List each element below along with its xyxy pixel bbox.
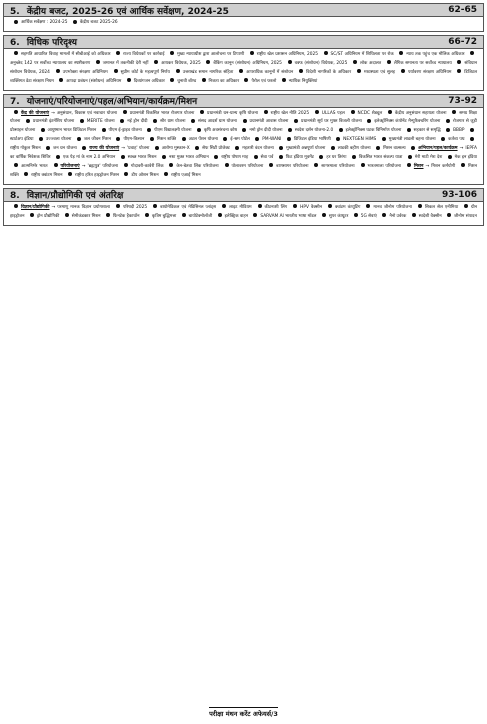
bullet-icon bbox=[200, 110, 204, 114]
bullet-icon bbox=[121, 155, 125, 159]
list-item: SARVAM AI भारतीय भाषा मॉडल bbox=[260, 213, 317, 219]
section-title: विधिक परिदृश्य bbox=[26, 38, 78, 49]
list-item: BBBP bbox=[453, 128, 465, 134]
bullet-icon bbox=[24, 172, 28, 176]
bullet-icon bbox=[264, 110, 268, 114]
list-item: ई-श्रम पोर्टल bbox=[230, 137, 250, 143]
list-item: उत्तराखंड समान नागरिक संहिता bbox=[182, 69, 234, 75]
section-heading bbox=[10, 188, 123, 201]
bullet-icon bbox=[331, 146, 335, 150]
list-item: स्वदेश दर्शन योजना-2.0 bbox=[294, 128, 334, 134]
bullet-icon bbox=[339, 128, 343, 132]
bullet-icon bbox=[239, 69, 243, 73]
section-body bbox=[3, 202, 484, 226]
bullet-icon bbox=[202, 78, 206, 82]
bullet-icon bbox=[294, 119, 298, 123]
bullet-icon bbox=[222, 204, 226, 208]
section-heading bbox=[10, 35, 77, 48]
list-item: इलेक्ट्रॉनिक्स कंपोनेंट मैन्युफैक्चरिंग योजना bbox=[374, 119, 441, 125]
list-item: सुप्रीम कोर्ट के महत्वपूर्ण निर्णय bbox=[120, 69, 170, 75]
list-item: मिशन शक्ति bbox=[10, 163, 477, 178]
list-item: फिनटेक हैकाथॉन bbox=[112, 213, 140, 219]
list-item: लाडकी बहीण योजना bbox=[337, 146, 371, 152]
bullet-icon bbox=[382, 137, 386, 141]
bullet-icon bbox=[195, 146, 199, 150]
list-item: प्रधानमंत्री आवास योजना bbox=[249, 119, 289, 125]
list-item: कर्तव्य पथ bbox=[448, 137, 465, 143]
list-item: ULLAS पहल bbox=[321, 110, 345, 116]
list-item: न्यायिक नियुक्तियां bbox=[288, 78, 318, 84]
bullet-icon bbox=[407, 128, 411, 132]
list-item: मुख्य न्यायाधीश द्वारा आलोचना पर टिप्पणी bbox=[177, 51, 245, 57]
bullet-icon bbox=[82, 146, 86, 150]
list-item: राज्य विधेयकों पर कार्रवाई bbox=[123, 51, 165, 57]
list-item: निजता का अधिकार bbox=[208, 78, 240, 84]
list-item: ड्रोन प्रौद्योगिकी bbox=[36, 213, 60, 219]
section-pages: 66-72 bbox=[448, 36, 477, 47]
bullet-icon bbox=[457, 60, 461, 64]
bullet-icon bbox=[328, 204, 332, 208]
list-item: गोदावरी-कावेरी लिंक bbox=[130, 163, 164, 169]
bullet-icon bbox=[376, 146, 380, 150]
section-7 bbox=[3, 94, 484, 185]
list-item: हर घर तिरंगा bbox=[326, 155, 347, 161]
group-label: विज्ञान/प्रौद्योगिकी bbox=[21, 204, 50, 210]
bullet-icon bbox=[452, 110, 456, 114]
bullet-icon bbox=[399, 51, 403, 55]
section-header bbox=[3, 94, 484, 108]
list-item: कृषि अवसंरचना कोष bbox=[203, 128, 238, 134]
bullet-icon bbox=[56, 69, 60, 73]
arrow-right-icon: → bbox=[425, 163, 430, 169]
list-item: स्टार्टअप इंडिया bbox=[10, 137, 34, 143]
list-item: दिव्यांगजन अधिकार bbox=[133, 78, 165, 84]
list-item: मिशन वात्सल्य bbox=[383, 146, 406, 152]
bullet-icon bbox=[446, 128, 450, 132]
arrow-right-icon: → bbox=[459, 146, 464, 152]
list-item: महतारी वंदन योजना bbox=[242, 146, 274, 152]
list-item: मुख्यमंत्री लाडली बहना योजना bbox=[388, 137, 436, 143]
list-item: प्रधानमंत्री सूर्य घर मुफ्त बिजली योजना bbox=[301, 119, 362, 125]
list-item: प्रधानमंत्री विकसित भारत रोजगार योजना bbox=[129, 110, 195, 116]
bullet-icon bbox=[288, 128, 292, 132]
list-item: सेफ सिटी प्रोजेक्ट bbox=[202, 146, 230, 152]
bullet-icon bbox=[255, 137, 259, 141]
bullet-icon bbox=[244, 78, 248, 82]
bullet-icon bbox=[182, 137, 186, 141]
bullet-icon bbox=[351, 110, 355, 114]
section-header bbox=[3, 188, 484, 202]
list-item: पर्यावरण संरक्षण अधिनियम bbox=[407, 69, 452, 75]
list-item: विकसित भारत संकल्प यात्रा bbox=[358, 155, 403, 161]
page-footer bbox=[0, 709, 487, 718]
section-title: विज्ञान/प्रौद्योगिकी एवं अंतरिक्ष bbox=[26, 191, 124, 202]
list-item: वक्फ (संशोधन) विधेयक, 2025 bbox=[294, 60, 348, 66]
list-item: बैंकिंग कानून (संशोधन) अधिनियम, 2025 bbox=[213, 60, 282, 66]
arrow-right-icon: → bbox=[81, 163, 86, 169]
section-pages: 93-106 bbox=[441, 189, 477, 200]
bullet-icon bbox=[80, 119, 84, 123]
bullet-icon bbox=[322, 213, 326, 217]
section-number: 8. bbox=[10, 191, 20, 202]
list-item: सेमीकंडक्टर मिशन bbox=[71, 213, 101, 219]
bullet-icon bbox=[388, 110, 392, 114]
list-item: कृत्रिम बुद्धिमत्ता bbox=[151, 213, 177, 219]
bullet-icon bbox=[287, 137, 291, 141]
bullet-icon bbox=[155, 146, 159, 150]
section-body bbox=[3, 17, 484, 32]
bullet-icon bbox=[41, 128, 45, 132]
list-item: राष्ट्रीय पोषण माह bbox=[221, 155, 249, 161]
list-item: उज्ज्वला योजना bbox=[45, 137, 72, 143]
bullet-icon bbox=[324, 51, 328, 55]
bullet-icon bbox=[197, 128, 201, 132]
bullet-icon bbox=[242, 128, 246, 132]
bullet-icon bbox=[441, 137, 445, 141]
bullet-icon bbox=[253, 213, 257, 217]
list-item: डीप ओशन मिशन bbox=[131, 172, 159, 178]
bullet-icon bbox=[412, 213, 416, 217]
section-pages: 62-65 bbox=[448, 5, 477, 15]
list-item: सहकार से समृद्धि bbox=[413, 128, 441, 134]
bullet-icon bbox=[170, 51, 174, 55]
bullet-icon bbox=[120, 119, 124, 123]
bullet-icon bbox=[123, 110, 127, 114]
list-item: डिजिटल इंडिया भाषिणी bbox=[293, 137, 331, 143]
bullet-icon bbox=[116, 204, 120, 208]
bullet-icon bbox=[169, 163, 173, 167]
bullet-icon bbox=[461, 163, 465, 167]
bullet-icon bbox=[367, 119, 371, 123]
list-item: भारतमाला परियोजना bbox=[367, 163, 402, 169]
list-item: राष्ट्रीय खेल नीति 2025 bbox=[270, 110, 310, 116]
list-item: राष्ट्रीय एआई मिशन bbox=[171, 172, 201, 178]
bullet-icon bbox=[116, 51, 120, 55]
bullet-icon bbox=[470, 137, 474, 141]
section-body bbox=[3, 49, 484, 91]
list-item: राष्ट्रीय खेल प्रशासन अधिनियम, 2025 bbox=[256, 51, 318, 57]
list-item: परमाणु मानक विज्ञान प्रयोगशाला bbox=[57, 204, 110, 210]
section-6 bbox=[3, 35, 484, 91]
bullet-icon bbox=[218, 213, 222, 217]
bullet-icon bbox=[366, 204, 370, 208]
list-item: आपदा प्रबंधन (संशोधन) अधिनियम bbox=[66, 78, 122, 84]
bullet-icon bbox=[258, 204, 262, 208]
bullet-icon bbox=[401, 69, 405, 73]
list-item: लैंगिक समानता पर सर्वोच्च न्यायालय bbox=[393, 60, 452, 66]
list-item: विदेशी नागरिकों के अधिकार bbox=[306, 69, 352, 75]
bullet-icon bbox=[124, 172, 128, 176]
list-item: ग्रीन हाइड्रोजन bbox=[10, 204, 478, 219]
bullet-icon bbox=[206, 60, 210, 64]
list-item: लाइट मीडियम bbox=[229, 204, 252, 210]
bullet-icon bbox=[269, 163, 273, 167]
bullet-icon bbox=[457, 69, 461, 73]
list-item: नई ड्रोन दीदी bbox=[127, 119, 148, 125]
list-item: अनुसंधान, विकास एवं नवाचार योजना bbox=[56, 110, 118, 116]
bullet-icon bbox=[464, 204, 468, 208]
section-title: योजनाएं/परियोजनाएं/पहल/अभियान/कार्यक्रम/मिशन bbox=[26, 97, 198, 108]
bullet-icon bbox=[116, 137, 120, 141]
list-item: पीएम विद्यालक्ष्मी योजना bbox=[154, 128, 192, 134]
section-8 bbox=[3, 188, 484, 226]
bullet-icon bbox=[14, 110, 18, 114]
section-body bbox=[3, 108, 484, 185]
list-item: मिशन शक्ति bbox=[156, 137, 177, 143]
bullet-icon bbox=[214, 155, 218, 159]
bullet-icon bbox=[170, 78, 174, 82]
bullet-icon bbox=[319, 155, 323, 159]
list-item: इलेक्ट्रॉनिक्स घटक विनिर्माण योजना bbox=[345, 128, 402, 134]
bullet-icon bbox=[73, 20, 77, 24]
bullet-icon bbox=[14, 204, 18, 208]
bullet-icon bbox=[288, 60, 292, 64]
list-item: अनुच्छेद 142 पर सर्वोच्च न्यायालय का स्पष्टीकरण bbox=[10, 60, 91, 66]
bullet-icon bbox=[147, 128, 151, 132]
bullet-icon bbox=[361, 163, 365, 167]
bullet-icon bbox=[470, 128, 474, 132]
section-heading bbox=[10, 4, 229, 17]
list-item: आपराधिक कानूनों में संशोधन bbox=[246, 69, 294, 75]
list-item: क्वांटम कंप्यूटिंग bbox=[335, 204, 361, 210]
list-item: NCDC शेड्यूल bbox=[357, 110, 383, 116]
list-item: मेक इन इंडिया bbox=[454, 155, 477, 161]
section-header bbox=[3, 35, 484, 49]
list-item: न्याय तक पहुंच एक मौलिक अधिकार bbox=[406, 51, 465, 57]
bullet-icon bbox=[407, 163, 411, 167]
bullet-icon bbox=[408, 155, 412, 159]
bullet-icon bbox=[176, 69, 180, 73]
section-number: 6. bbox=[10, 38, 20, 49]
bullet-icon bbox=[254, 155, 258, 159]
list-item: आरोग्य मुस्कान-X bbox=[161, 146, 190, 152]
bullet-icon bbox=[153, 204, 157, 208]
bullet-icon bbox=[250, 51, 254, 55]
list-item: इलेक्ट्रिक वाहन bbox=[224, 213, 249, 219]
bullet-icon bbox=[46, 146, 50, 150]
bullet-icon bbox=[357, 69, 361, 73]
list-item: आयकर विधेयक, 2025 bbox=[161, 60, 201, 66]
bullet-icon bbox=[54, 163, 58, 167]
list-item: IEPFA का वार्षिक निवेशक शिविर bbox=[10, 146, 477, 161]
group-label: राज्य की योजनाएं bbox=[89, 146, 120, 152]
list-item: जीनोम संपादन bbox=[453, 213, 477, 219]
list-item: मुख्यमंत्री अन्नपूर्णा योजना bbox=[286, 146, 326, 152]
list-item: अटल पेंशन योजना bbox=[188, 137, 218, 143]
bullet-icon bbox=[382, 213, 386, 217]
list-item: 'ब्रह्मपुत्र' परियोजना bbox=[87, 163, 119, 169]
arrow-right-icon: → bbox=[51, 110, 55, 116]
list-item: सेवा पर्व bbox=[260, 155, 274, 161]
list-item: बायोटेक्नोलॉजी bbox=[188, 213, 213, 219]
list-item: आयुष्मान भारत डिजिटल मिशन bbox=[47, 128, 97, 134]
list-item: सागरमाला परियोजना bbox=[321, 163, 355, 169]
bullet-icon bbox=[68, 172, 72, 176]
list-item: पीएम-किसान bbox=[123, 137, 145, 143]
list-item: नशा मुक्त भारत अभियान bbox=[168, 155, 209, 161]
list-item: राष्ट्रीय हरित हाइड्रोजन मिशन bbox=[74, 172, 120, 178]
list-item: आर्थिक सर्वेक्षण : 2024-25 bbox=[21, 20, 68, 25]
bullet-icon bbox=[14, 20, 18, 24]
list-item: मिशन कर्मयोगी bbox=[431, 163, 456, 169]
bullet-icon bbox=[448, 155, 452, 159]
bullet-icon bbox=[102, 128, 106, 132]
list-item: बाणसागर परियोजना bbox=[276, 163, 309, 169]
list-item: प्रधानमंत्री इंटर्नशिप योजना bbox=[32, 119, 75, 125]
bullet-icon bbox=[293, 204, 297, 208]
section-5 bbox=[3, 3, 484, 32]
group-label: केंद्र की योजनाएं bbox=[21, 110, 50, 116]
list-item: परिषदी 2025 bbox=[122, 204, 148, 210]
section-title: केंद्रीय बजट, 2025-26 एवं आर्थिक सर्वेक्षण, 2024-25 bbox=[26, 6, 229, 17]
bullet-icon bbox=[26, 119, 30, 123]
list-item: समग्र शिक्षा योजना bbox=[10, 110, 477, 125]
list-item: मेरी माटी मेरा देश bbox=[414, 155, 443, 161]
group-label: परियोजनाएं bbox=[60, 163, 80, 169]
bullet-icon bbox=[162, 155, 166, 159]
list-item: संविधान संशोधन विधेयक, 2024 bbox=[10, 60, 477, 75]
bullet-icon bbox=[65, 213, 69, 217]
list-item: राष्ट्रीय क्वांटम मिशन bbox=[31, 172, 63, 178]
list-item: चुनावी बॉण्ड bbox=[177, 78, 197, 84]
footer-text: परीक्षा मंथन करेंट अफेयर्स/3 bbox=[209, 707, 278, 718]
section-number: 7. bbox=[10, 97, 20, 108]
bullet-icon bbox=[352, 155, 356, 159]
bullet-icon bbox=[225, 163, 229, 167]
list-item: पीएम ई-ड्राइव योजना bbox=[108, 128, 142, 134]
list-item: HPV वैक्सीन bbox=[300, 204, 322, 210]
bullet-icon bbox=[282, 78, 286, 82]
list-item: आत्मनिर्भर भारत bbox=[21, 163, 48, 169]
list-item: डिजिटल व्यक्तिगत डेटा संरक्षण नियम bbox=[10, 69, 478, 84]
section-header bbox=[3, 3, 484, 17]
list-item: सिकल सेल एनीमिया bbox=[424, 204, 459, 210]
bullet-icon bbox=[191, 119, 195, 123]
bullet-icon bbox=[315, 110, 319, 114]
list-item: बायोमेडिकल एवं मेडिसिनल प्लांट्स bbox=[160, 204, 217, 210]
list-item: जमानत में तकनीकी देरी नहीं bbox=[102, 60, 149, 66]
list-item: NEXTGEN HIMS bbox=[343, 137, 377, 143]
bullet-icon bbox=[243, 119, 247, 123]
bullet-icon bbox=[39, 137, 43, 141]
list-item: प्रधानमंत्री धन-धान्य कृषि योजना bbox=[207, 110, 258, 116]
bullet-icon bbox=[164, 172, 168, 176]
arrow-right-icon: → bbox=[121, 146, 125, 152]
list-item: 'प्रवाह' योजना bbox=[126, 146, 150, 152]
bullet-icon bbox=[279, 146, 283, 150]
list-item: सुपर कंप्यूटर bbox=[328, 213, 349, 219]
section-pages: 73-92 bbox=[448, 95, 477, 106]
list-item: संसद आदर्श ग्राम योजना bbox=[198, 119, 237, 125]
bullet-icon bbox=[59, 78, 63, 82]
bullet-icon bbox=[14, 51, 18, 55]
list-item: सहमति आधारित विवाह मामलों में सीबीआई को अधिकार bbox=[21, 51, 111, 57]
list-item: नैनो उर्वरक bbox=[389, 213, 407, 219]
bullet-icon bbox=[145, 213, 149, 217]
arrow-right-icon: → bbox=[51, 204, 56, 210]
group-label: मिशन bbox=[413, 163, 424, 169]
group-label: अभियान/पहल/कार्यक्रम bbox=[418, 146, 458, 152]
bullet-icon bbox=[127, 78, 131, 82]
list-item: जल जीवन मिशन bbox=[83, 137, 111, 143]
bullet-icon bbox=[114, 69, 118, 73]
list-item: नमो ड्रोन दीदी योजना bbox=[249, 128, 283, 134]
list-item: SC/ST अधिनियम में शिथिलता पर रोक bbox=[330, 51, 394, 57]
bullet-icon bbox=[182, 213, 186, 217]
list-item: केंद्रीय अनुसंधान सहायता योजना bbox=[394, 110, 447, 116]
bullet-icon bbox=[279, 155, 283, 159]
list-item: उपभोक्ता संरक्षण अधिनियम bbox=[62, 69, 108, 75]
section-heading bbox=[10, 94, 197, 107]
list-item: MERITE योजना bbox=[86, 119, 115, 125]
bullet-icon bbox=[124, 163, 128, 167]
bullet-icon bbox=[96, 60, 100, 64]
list-item: पोलावरम परियोजना bbox=[231, 163, 264, 169]
list-item: PM-WANI bbox=[262, 137, 282, 143]
bullet-icon bbox=[153, 119, 157, 123]
bullet-icon bbox=[14, 163, 18, 167]
list-item: केंद्रीय बजट 2025-26 bbox=[79, 20, 118, 25]
bullet-icon bbox=[353, 60, 357, 64]
bullet-icon bbox=[387, 60, 391, 64]
list-item: 5G सेवाएं bbox=[360, 213, 377, 219]
bullet-icon bbox=[470, 51, 474, 55]
list-item: राष्ट्रीय गोकुल मिशन bbox=[10, 146, 41, 152]
list-item: सौर ग्राम योजना bbox=[160, 119, 186, 125]
bullet-icon bbox=[154, 60, 158, 64]
bullet-icon bbox=[314, 163, 318, 167]
list-item: जन धन योजना bbox=[53, 146, 77, 152]
bullet-icon bbox=[336, 137, 340, 141]
bullet-icon bbox=[150, 137, 154, 141]
bullet-icon bbox=[354, 213, 358, 217]
list-item: पैरोल एवं फरलो bbox=[251, 78, 277, 84]
list-item: स्वच्छ भारत मिशन bbox=[127, 155, 157, 161]
bullet-icon bbox=[223, 137, 227, 141]
bullet-icon bbox=[447, 213, 451, 217]
bullet-icon bbox=[446, 119, 450, 123]
list-item: लोक अदालत bbox=[360, 60, 382, 66]
list-item: रोजगार से जुड़ी प्रोत्साहन योजना bbox=[10, 119, 477, 134]
list-item: कीटनाशी लिंग bbox=[264, 204, 288, 210]
section-number: 5. bbox=[10, 6, 20, 17]
bullet-icon bbox=[56, 155, 60, 159]
list-item: फिट इंडिया मूवमेंट bbox=[285, 155, 314, 161]
list-item: केन-बेतवा लिंक परियोजना bbox=[176, 163, 219, 169]
list-item: मध्यस्थता एवं सुलह bbox=[363, 69, 396, 75]
list-item: एक पेड़ मां के नाम 2.0 अभियान bbox=[62, 155, 116, 161]
bullet-icon bbox=[418, 204, 422, 208]
bullet-icon bbox=[77, 137, 81, 141]
bullet-icon bbox=[299, 69, 303, 73]
bullet-icon bbox=[411, 146, 415, 150]
bullet-icon bbox=[106, 213, 110, 217]
bullet-icon bbox=[30, 213, 34, 217]
list-item: स्वदेशी वैक्सीन bbox=[418, 213, 442, 219]
list-item: मानव जीनोम परियोजना bbox=[373, 204, 412, 210]
bullet-icon bbox=[235, 146, 239, 150]
